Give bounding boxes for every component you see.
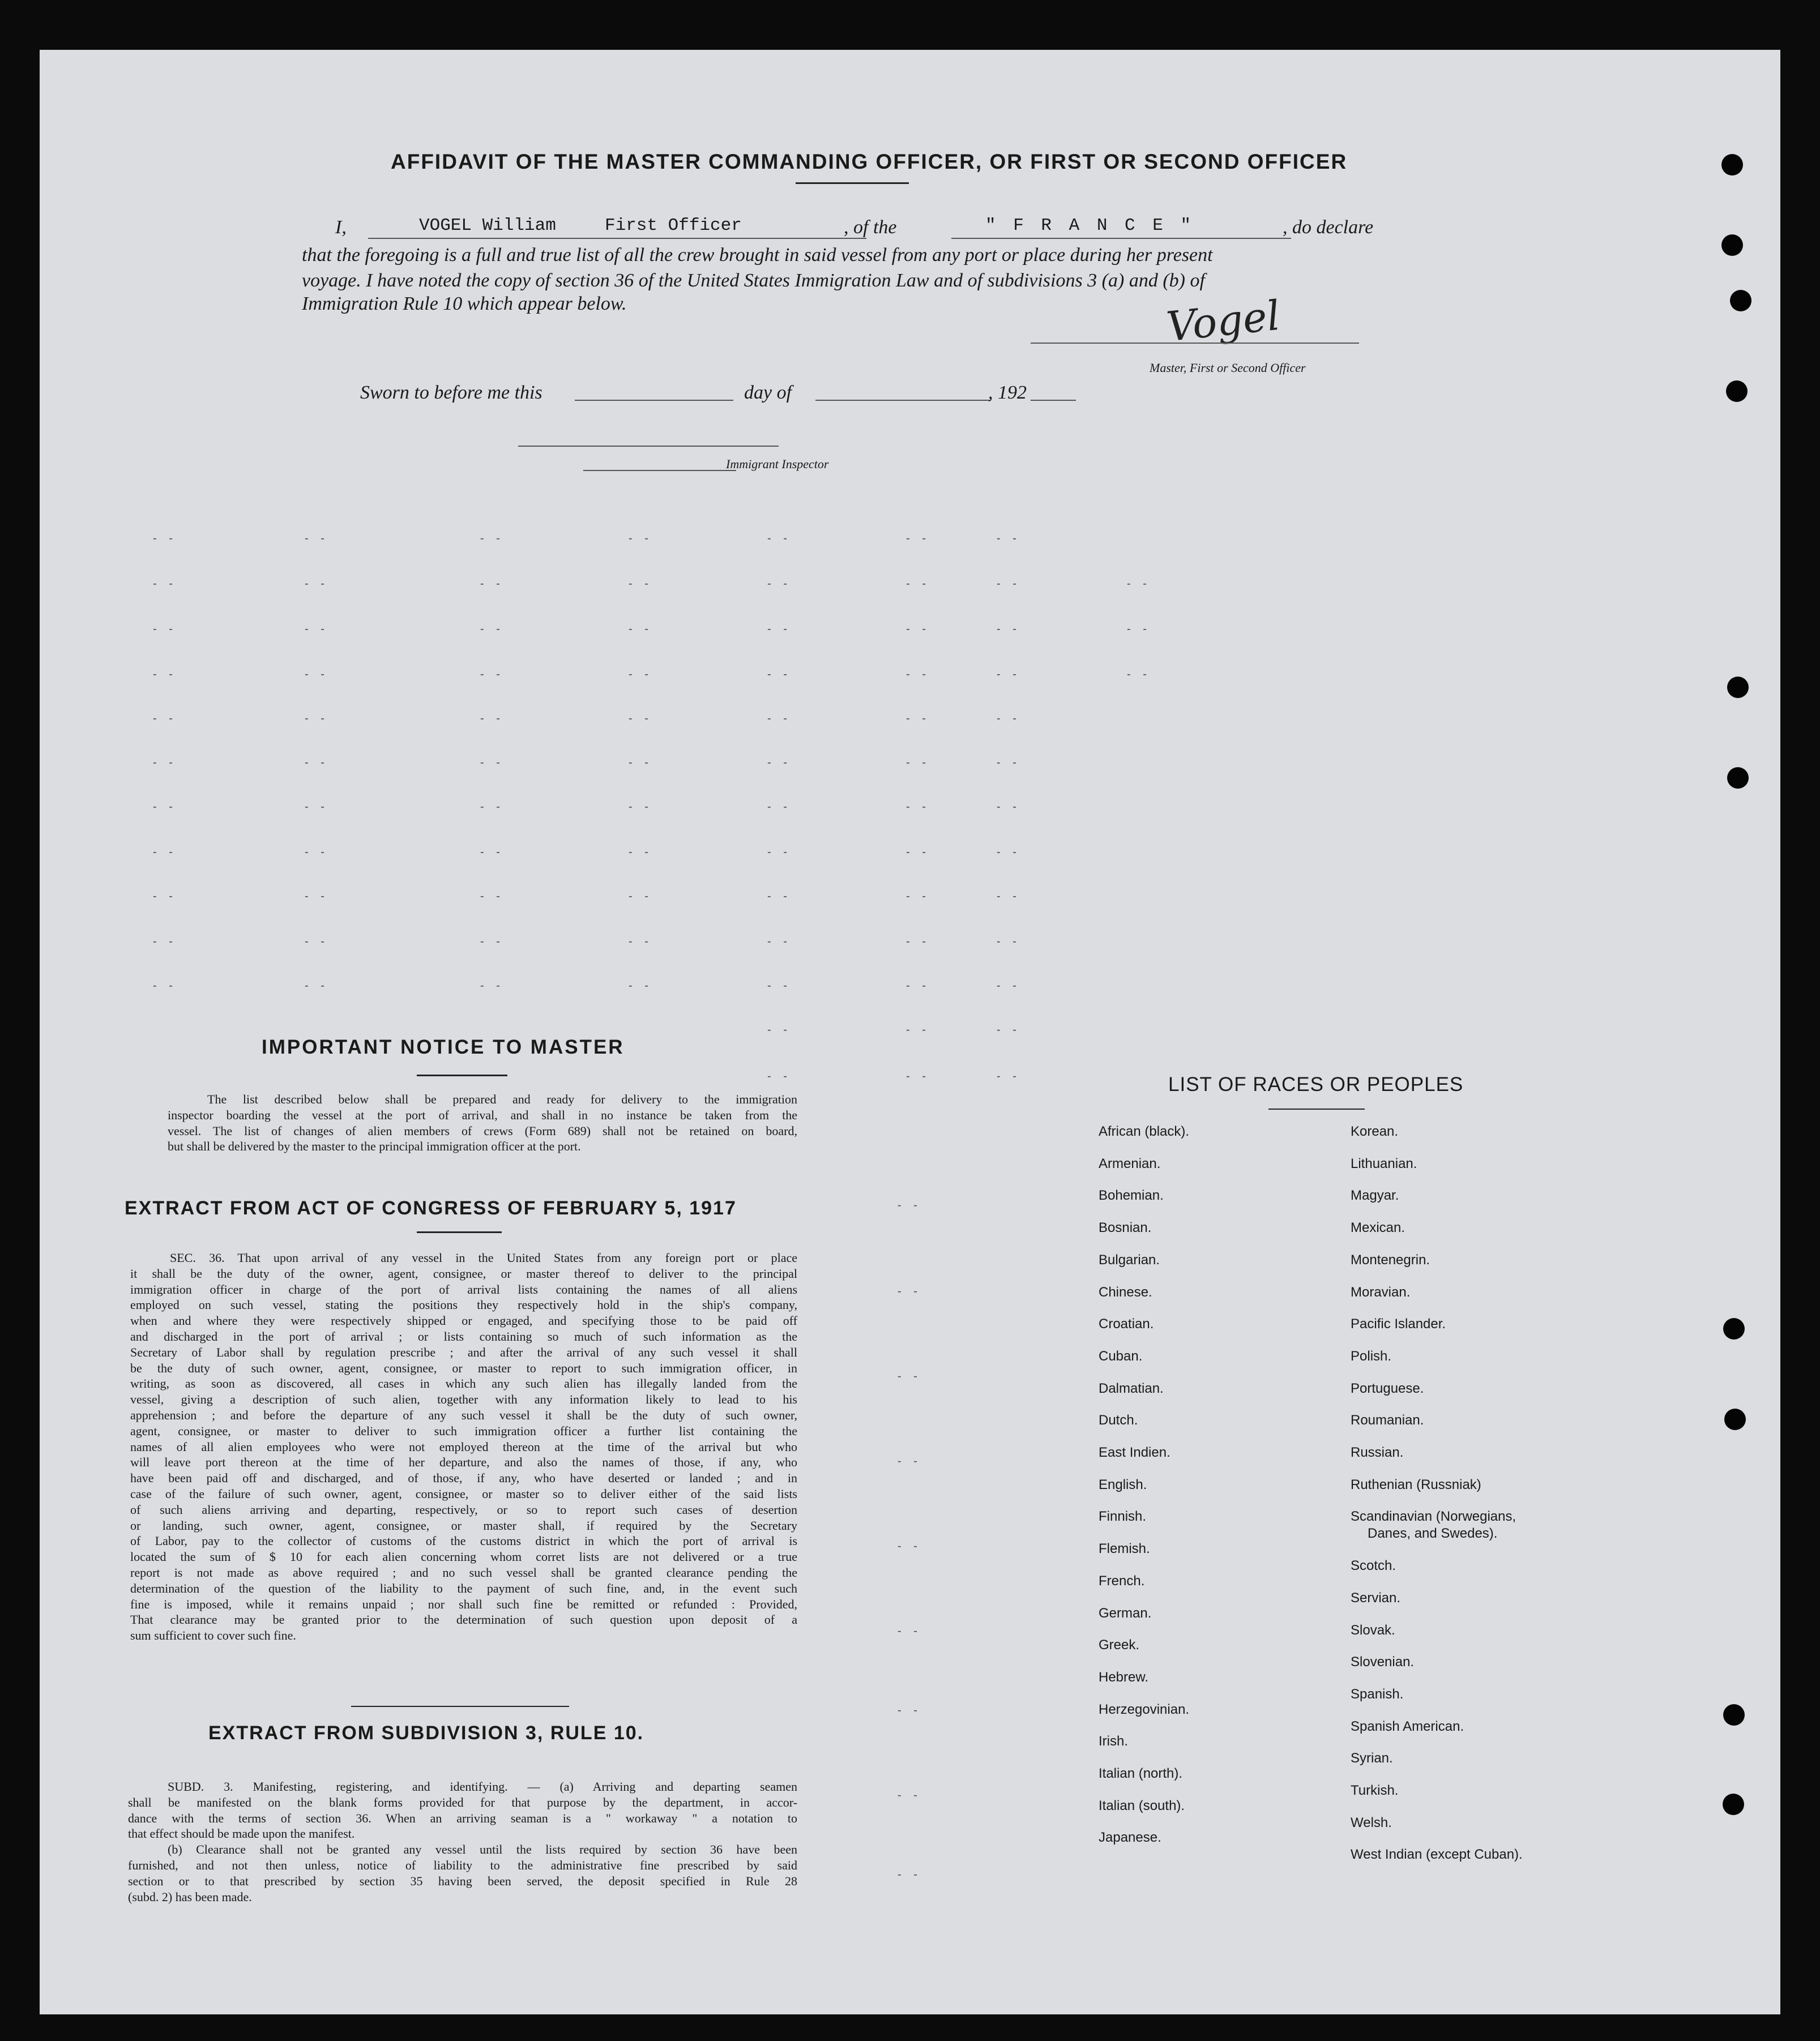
dash-mark: - - xyxy=(906,1070,930,1082)
dash-mark: - - xyxy=(153,712,177,725)
dash-mark: - - xyxy=(480,890,505,902)
dash-mark: - - xyxy=(898,1540,922,1552)
dash-mark: - - xyxy=(305,935,329,948)
dash-mark: - - xyxy=(898,1625,922,1637)
dash-mark: - - xyxy=(305,668,329,681)
race-item: Bulgarian. xyxy=(1099,1252,1160,1268)
text-line: section or to that prescribed by section 35 having been served, the deposit specified in Rule 28 xyxy=(128,1873,797,1888)
dash-mark: - - xyxy=(997,1024,1021,1036)
race-item: Ruthenian (Russniak) xyxy=(1351,1477,1481,1492)
dash-mark: - - xyxy=(906,979,930,992)
dash-mark: - - xyxy=(898,1704,922,1717)
race-item: Danes, and Swedes). xyxy=(1368,1526,1498,1542)
text-line: will leave port thereon at the time of her departure, and also the names of those, if any, who xyxy=(130,1455,797,1470)
dash-mark: - - xyxy=(997,1070,1021,1082)
dash-mark: - - xyxy=(153,890,177,902)
race-item: East Indien. xyxy=(1099,1445,1170,1460)
inspector-line-2 xyxy=(583,470,736,471)
dash-mark: - - xyxy=(629,801,653,813)
binder-hole xyxy=(1721,234,1743,256)
race-item: Dutch. xyxy=(1099,1413,1138,1428)
dash-mark: - - xyxy=(906,846,930,858)
dash-mark: - - xyxy=(906,712,930,725)
dash-mark: - - xyxy=(767,1070,792,1082)
dash-mark: - - xyxy=(997,712,1021,725)
race-item: Hebrew. xyxy=(1099,1669,1149,1685)
dash-mark: - - xyxy=(629,979,653,992)
race-item: Spanish American. xyxy=(1351,1718,1464,1734)
races-underline xyxy=(1268,1109,1365,1110)
notice-title: IMPORTANT NOTICE TO MASTER xyxy=(262,1036,625,1058)
race-item: Pacific Islander. xyxy=(1351,1316,1446,1332)
text-line: of Labor, pay to the collector of customs of the customs district in which the port of arrival is xyxy=(130,1534,797,1548)
dash-mark: - - xyxy=(629,577,653,590)
officer-rank: First Officer xyxy=(605,216,742,236)
dash-mark: - - xyxy=(997,979,1021,992)
text-line: furnished, and not then unless, notice of liability to the administrative fine prescribed by said xyxy=(128,1858,797,1872)
dash-mark: - - xyxy=(767,935,792,948)
dash-mark: - - xyxy=(153,756,177,769)
dash-mark: - - xyxy=(153,979,177,992)
dash-mark: - - xyxy=(898,1868,922,1881)
dash-mark: - - xyxy=(629,890,653,902)
race-item: Roumanian. xyxy=(1351,1413,1424,1428)
vessel-name: " F R A N C E " xyxy=(985,216,1195,236)
dash-mark: - - xyxy=(767,668,792,681)
dash-mark: - - xyxy=(767,1024,792,1036)
dash-mark: - - xyxy=(767,532,792,545)
text-line: names of all alien employees who were not employed thereon at the time of the arrival but who xyxy=(130,1439,797,1454)
race-item: Greek. xyxy=(1099,1637,1140,1653)
dash-mark: - - xyxy=(305,979,329,992)
dash-mark: - - xyxy=(480,756,505,769)
text-line: when and where they were respectively shipped or engaged, and specifying those to be paid off xyxy=(130,1313,797,1328)
dash-mark: - - xyxy=(153,846,177,858)
dash-mark: - - xyxy=(629,623,653,635)
dash-mark: - - xyxy=(997,623,1021,635)
text-line: apprehension ; and before the departure of any such vessel it shall be the duty of such owner, xyxy=(130,1407,797,1422)
binder-hole xyxy=(1730,290,1751,311)
race-item: Lithuanian. xyxy=(1351,1156,1417,1171)
dash-mark: - - xyxy=(898,1370,922,1383)
race-item: Montenegrin. xyxy=(1351,1252,1430,1268)
dash-mark: - - xyxy=(767,801,792,813)
races-title: LIST OF RACES OR PEOPLES xyxy=(1168,1073,1464,1096)
text-line: Secretary of Labor shall by regulation prescribe ; and after the arrival of any such vessel it shall xyxy=(130,1345,797,1359)
text-line: writing, as soon as discovered, all cases in which any such alien has illegally landed from the xyxy=(130,1376,797,1391)
dash-mark: - - xyxy=(906,577,930,590)
act-extract-underline xyxy=(417,1231,502,1233)
affidavit-i: I, xyxy=(335,217,347,238)
text-line: That clearance may be granted prior to the determination of such question upon deposit of a xyxy=(130,1612,797,1627)
dash-mark: - - xyxy=(997,756,1021,769)
dash-mark: - - xyxy=(629,935,653,948)
text-line: that effect should be made upon the manifest. xyxy=(128,1826,355,1841)
binder-hole xyxy=(1721,154,1743,176)
race-item: Herzegovinian. xyxy=(1099,1701,1190,1717)
dash-mark: - - xyxy=(480,846,505,858)
officer-line xyxy=(368,238,866,239)
dash-mark: - - xyxy=(997,801,1021,813)
race-item: Scandinavian (Norwegians, xyxy=(1351,1509,1516,1525)
dash-mark: - - xyxy=(997,846,1021,858)
dash-mark: - - xyxy=(767,979,792,992)
binder-hole xyxy=(1723,1704,1745,1726)
text-line: (subd. 2) has been made. xyxy=(128,1889,252,1904)
dash-mark: - - xyxy=(906,756,930,769)
dash-mark: - - xyxy=(906,668,930,681)
affidavit-line-2: that the foregoing is a full and true list of all the crew brought in said vessel from any port or place during her present xyxy=(302,245,1213,266)
notice-underline xyxy=(417,1075,507,1076)
text-line: vessel, giving a description of such alien, together with any information likely to lead to his xyxy=(130,1392,797,1407)
act-extract-end-rule xyxy=(351,1706,569,1707)
race-item: Croatian. xyxy=(1099,1316,1154,1332)
rule-extract-body xyxy=(128,1779,797,1905)
dash-mark: - - xyxy=(997,532,1021,545)
race-item: Bosnian. xyxy=(1099,1220,1152,1236)
dash-mark: - - xyxy=(767,623,792,635)
dash-mark: - - xyxy=(305,846,329,858)
dash-mark: - - xyxy=(767,890,792,902)
title-underline xyxy=(796,182,909,184)
dash-mark: - - xyxy=(629,846,653,858)
text-line: employed on such vessel, stating the positions they respectively hold in the ship's company, xyxy=(130,1298,797,1312)
race-item: Mexican. xyxy=(1351,1220,1405,1236)
sworn-year-line xyxy=(1031,400,1076,401)
dash-mark: - - xyxy=(898,1789,922,1802)
race-item: Irish. xyxy=(1099,1734,1129,1749)
of-the-text: , of the xyxy=(844,217,897,238)
dash-mark: - - xyxy=(1127,668,1151,681)
binder-hole xyxy=(1726,380,1748,402)
dash-mark: - - xyxy=(153,532,177,545)
text-line: vessel. The list of changes of alien members of crews (Form 689) shall not be retained on board, xyxy=(168,1123,797,1138)
dash-mark: - - xyxy=(153,668,177,681)
binder-hole xyxy=(1727,767,1749,789)
inspector-caption: Immigrant Inspector xyxy=(726,457,829,471)
dash-mark: - - xyxy=(305,890,329,902)
dash-mark: - - xyxy=(629,756,653,769)
race-item: Welsh. xyxy=(1351,1815,1392,1830)
race-item: Korean. xyxy=(1351,1124,1399,1139)
do-declare-text: , do declare xyxy=(1283,217,1374,238)
race-item: Portuguese. xyxy=(1351,1380,1424,1396)
notice-body xyxy=(168,1092,797,1154)
text-line: and discharged in the port of arrival ; or lists containing so much of such information as the xyxy=(130,1329,797,1343)
dash-mark: - - xyxy=(906,623,930,635)
year-text: , 192 xyxy=(988,382,1027,403)
race-item: Servian. xyxy=(1351,1590,1401,1606)
race-item: Dalmatian. xyxy=(1099,1380,1164,1396)
text-line: be the duty of such owner, agent, consignee, or master to report to such immigration officer, in xyxy=(130,1360,797,1375)
dash-mark: - - xyxy=(767,712,792,725)
text-line: immigration officer in charge of the port of arrival lists containing the names of all aliens xyxy=(130,1282,797,1297)
race-item: Syrian. xyxy=(1351,1751,1393,1766)
text-line: inspector boarding the vessel at the port of arrival, and shall in no instance be taken from the xyxy=(168,1107,797,1122)
text-line: case of the failure of such owner, agent, consignee, or master so to deliver either of the said lists xyxy=(130,1486,797,1501)
dash-mark: - - xyxy=(767,846,792,858)
race-item: Italian (south). xyxy=(1099,1798,1185,1813)
dash-mark: - - xyxy=(480,801,505,813)
dash-mark: - - xyxy=(305,801,329,813)
officer-signature: Vogel xyxy=(1164,291,1283,351)
binder-hole xyxy=(1724,1409,1746,1430)
dash-mark: - - xyxy=(305,712,329,725)
binder-hole xyxy=(1723,1794,1744,1815)
dash-mark: - - xyxy=(153,801,177,813)
dash-mark: - - xyxy=(480,577,505,590)
dash-mark: - - xyxy=(898,1455,922,1467)
race-item: Cuban. xyxy=(1099,1348,1143,1364)
text-line: determination of the question of the liability to the payment of such fine, and, in the event such xyxy=(130,1581,797,1595)
dash-mark: - - xyxy=(898,1285,922,1298)
text-line: (b) Clearance shall not be granted any vessel until the lists required by section 36 have been xyxy=(168,1842,797,1857)
dash-mark: - - xyxy=(480,532,505,545)
race-item: Flemish. xyxy=(1099,1541,1150,1557)
text-line: but shall be delivered by the master to the principal immigration officer at the port. xyxy=(168,1139,581,1154)
dash-mark: - - xyxy=(1127,623,1151,635)
text-line: fine is imposed, while it remains unpaid ; nor shall such fine be remitted or refunded : Provided, xyxy=(130,1597,797,1611)
binder-hole xyxy=(1727,677,1749,698)
dash-mark: - - xyxy=(906,801,930,813)
dash-mark: - - xyxy=(480,935,505,948)
text-line: or landing, such owner, agent, consignee, or master shall, if required by the Secretary xyxy=(130,1518,797,1533)
dash-mark: - - xyxy=(997,668,1021,681)
act-extract-title: EXTRACT FROM ACT OF CONGRESS OF FEBRUARY 5, 1917 xyxy=(125,1197,737,1219)
race-item: Russian. xyxy=(1351,1445,1404,1460)
dash-mark: - - xyxy=(305,623,329,635)
inspector-line-1 xyxy=(518,446,779,447)
race-item: Spanish. xyxy=(1351,1686,1404,1702)
text-line: of such aliens arriving and departing, respectively, or so to report such cases of desertion xyxy=(130,1502,797,1517)
race-item: Japanese. xyxy=(1099,1830,1161,1846)
text-line: it shall be the duty of the owner, agent, consignee, or master thereof to deliver to the principal xyxy=(130,1266,797,1281)
dash-mark: - - xyxy=(480,979,505,992)
race-item: Slovenian. xyxy=(1351,1654,1415,1670)
text-line: agent, consignee, or master to deliver to such immigration officer a further list containing the xyxy=(130,1423,797,1438)
dash-mark: - - xyxy=(629,712,653,725)
text-line: have been paid off and discharged, and of those, if any, who have deserted or landed ; and in xyxy=(130,1471,797,1486)
dash-mark: - - xyxy=(767,577,792,590)
text-line: shall be manifested on the blank forms provided for that purpose by the department, in accor- xyxy=(128,1795,797,1809)
dash-mark: - - xyxy=(153,623,177,635)
race-item: Turkish. xyxy=(1351,1783,1399,1798)
dash-mark: - - xyxy=(153,935,177,948)
race-item: Polish. xyxy=(1351,1348,1392,1364)
race-item: Slovak. xyxy=(1351,1622,1395,1638)
dash-mark: - - xyxy=(153,577,177,590)
rule-extract-title: EXTRACT FROM SUBDIVISION 3, RULE 10. xyxy=(208,1722,644,1744)
signature-line xyxy=(1031,343,1359,344)
dash-mark: - - xyxy=(906,935,930,948)
race-item: Armenian. xyxy=(1099,1156,1161,1171)
dash-mark: - - xyxy=(898,1199,922,1212)
dash-mark: - - xyxy=(997,935,1021,948)
race-item: French. xyxy=(1099,1573,1145,1589)
dash-mark: - - xyxy=(1127,577,1151,590)
race-item: Finnish. xyxy=(1099,1509,1147,1525)
race-item: Moravian. xyxy=(1351,1284,1411,1300)
race-item: Chinese. xyxy=(1099,1284,1152,1300)
sworn-month-line xyxy=(815,400,991,401)
dash-mark: - - xyxy=(305,577,329,590)
dash-mark: - - xyxy=(906,1024,930,1036)
text-line: SEC. 36. That upon arrival of any vessel in the United States from any foreign port or place xyxy=(170,1251,797,1265)
race-item: Magyar. xyxy=(1351,1188,1399,1204)
text-line: The list described below shall be prepared and ready for delivery to the immigration xyxy=(207,1092,797,1106)
act-extract-body xyxy=(130,1250,797,1644)
day-of-text: day of xyxy=(744,382,792,403)
dash-mark: - - xyxy=(629,668,653,681)
dash-mark: - - xyxy=(305,756,329,769)
dash-mark: - - xyxy=(767,756,792,769)
text-line: report is not made as above required ; and no such vessel shall be granted clearance pending the xyxy=(130,1565,797,1580)
text-line: SUBD. 3. Manifesting, registering, and identifying. — (a) Arriving and departing seamen xyxy=(168,1779,797,1794)
race-item: Scotch. xyxy=(1351,1558,1396,1574)
text-line: located the sum of $ 10 for each alien concerning whom corret lists are not delivered or a true xyxy=(130,1550,797,1564)
dash-mark: - - xyxy=(480,668,505,681)
dash-mark: - - xyxy=(629,532,653,545)
race-item: English. xyxy=(1099,1477,1147,1492)
race-item: African (black). xyxy=(1099,1124,1190,1139)
race-item: West Indian (except Cuban). xyxy=(1351,1847,1523,1863)
text-line: dance with the terms of section 36. When an arriving seaman is a " workaway " a notation to xyxy=(128,1811,797,1825)
race-item: Italian (north). xyxy=(1099,1766,1183,1781)
dash-mark: - - xyxy=(906,532,930,545)
affidavit-line-4: Immigration Rule 10 which appear below. xyxy=(302,293,627,314)
sworn-text: Sworn to before me this xyxy=(360,382,542,403)
dash-mark: - - xyxy=(480,712,505,725)
vessel-line xyxy=(951,238,1291,239)
dash-mark: - - xyxy=(480,623,505,635)
race-item: Bohemian. xyxy=(1099,1188,1164,1204)
dash-mark: - - xyxy=(997,890,1021,902)
dash-mark: - - xyxy=(305,532,329,545)
officer-name: VOGEL William xyxy=(419,216,556,236)
race-item: German. xyxy=(1099,1605,1152,1621)
text-line: sum sufficient to cover such fine. xyxy=(130,1628,296,1643)
affidavit-line-3: voyage. I have noted the copy of section 36 of the United States Immigration Law and of subdivisions 3 (a) and (b) of xyxy=(302,270,1205,291)
dash-mark: - - xyxy=(906,890,930,902)
affidavit-title: AFFIDAVIT OF THE MASTER COMMANDING OFFICER, OR FIRST OR SECOND OFFICER xyxy=(391,150,1348,173)
sworn-day-line xyxy=(575,400,733,401)
signature-caption: Master, First or Second Officer xyxy=(1150,361,1306,375)
dash-mark: - - xyxy=(997,577,1021,590)
binder-hole xyxy=(1723,1318,1745,1340)
